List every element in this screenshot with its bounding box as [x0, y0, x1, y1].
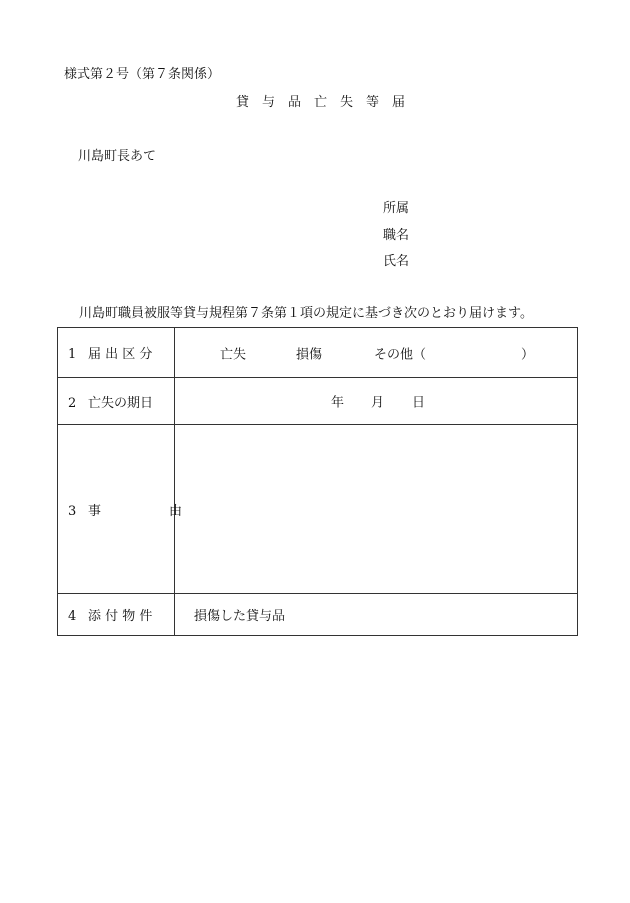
- signature-name-label: 氏名: [383, 254, 410, 269]
- intro-text: 川島町職員被服等貸与規程第７条第１項の規定に基づき次のとおり届けます。: [79, 306, 533, 321]
- row-number: 3: [68, 503, 77, 519]
- date-year-label: 年: [331, 395, 345, 411]
- reason-label-right: 由: [168, 503, 182, 519]
- date-month-label: 月: [371, 395, 385, 411]
- date-label-cell: [58, 378, 175, 425]
- date-field-cell[interactable]: [175, 378, 578, 425]
- option-damage[interactable]: 損傷: [296, 347, 323, 362]
- table-row-date: [58, 378, 578, 425]
- signature-department-label: 所属: [383, 201, 410, 216]
- option-other[interactable]: その他（: [374, 347, 427, 362]
- form-table: [57, 327, 578, 636]
- row-number: 2: [68, 395, 77, 411]
- table-row-attachment: [58, 594, 578, 636]
- date-day-label: 日: [412, 395, 426, 411]
- attachment-value[interactable]: 損傷した貸与品: [175, 594, 578, 636]
- table-row-category: [58, 328, 578, 378]
- document-title: 貸 与 品 亡 失 等 届: [236, 95, 406, 110]
- form-number: 様式第２号（第７条関係）: [64, 67, 221, 82]
- addressee: 川島町長あて: [78, 149, 157, 164]
- signature-position-label: 職名: [383, 228, 410, 243]
- attachment-label-cell: [58, 594, 175, 636]
- date-label: 亡失の期日: [88, 395, 154, 411]
- table-row-reason: [58, 425, 578, 594]
- category-label: 届 出 区 分: [88, 347, 153, 362]
- category-options-cell[interactable]: [175, 328, 578, 378]
- attachment-label: 添 付 物 件: [88, 609, 153, 624]
- reason-label-left: 事: [88, 503, 102, 519]
- row-number: 4: [68, 609, 77, 624]
- reason-field-cell[interactable]: [175, 425, 578, 594]
- reason-label-cell: [58, 425, 182, 594]
- category-label-cell: [58, 328, 175, 378]
- option-loss[interactable]: 亡失: [220, 347, 247, 362]
- row-number: 1: [68, 347, 77, 362]
- option-other-close-paren: ）: [521, 347, 535, 362]
